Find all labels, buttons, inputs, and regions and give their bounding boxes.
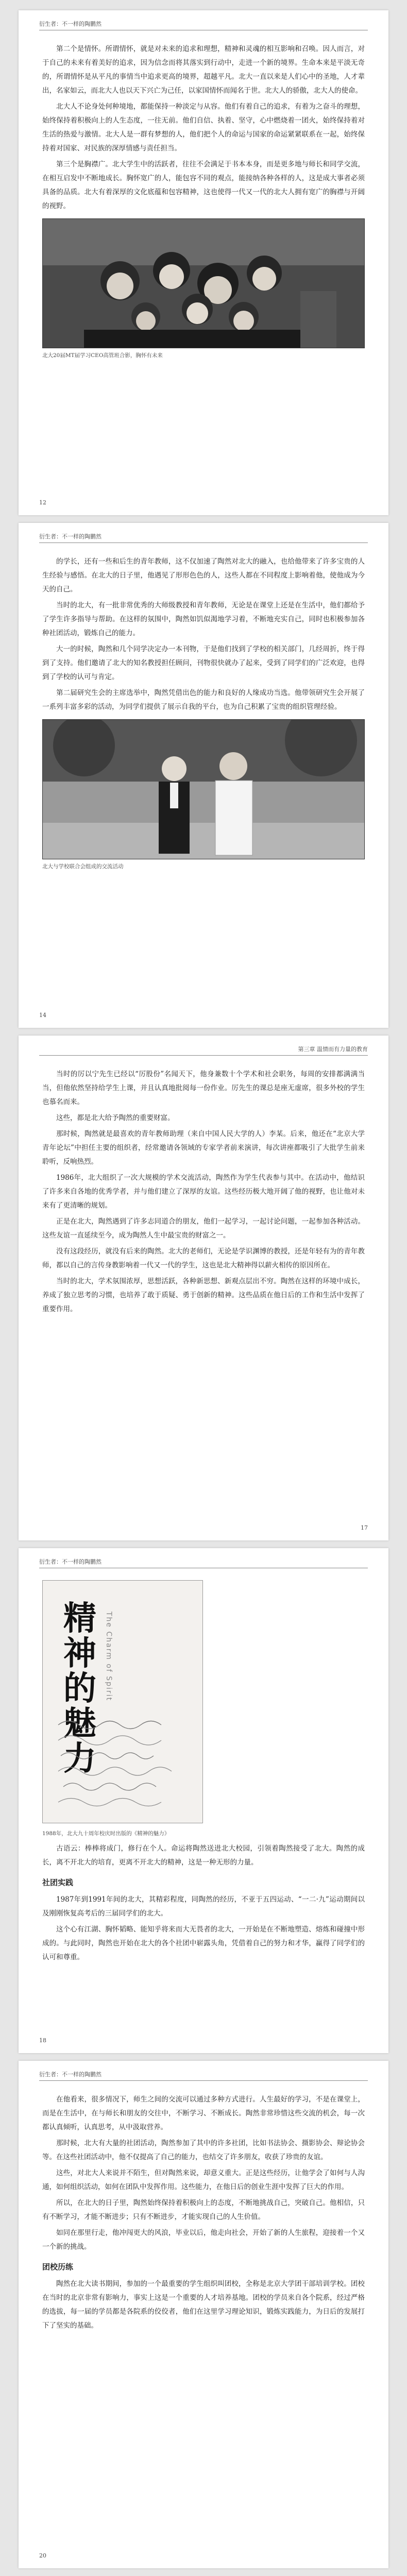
paragraph: 当时的北大，有一批非常优秀的大师级教授和青年教师，无论是在课堂上还是在生活中，他们都给予了学生许多指导与帮助。在这样的氛围中，陶然如饥似渴地学习着，不断地充实自己，同时也积极参加各种社团活动，锻炼自己的能力。	[42, 601, 365, 637]
book-cover-image	[42, 1580, 203, 1823]
paragraph: 第二届研究生会的主席选举中，陶然凭借出色的能力和良好的人缘成功当选。他带领研究生会开展了一系列丰富多彩的活动，为同学们提供了展示自我的平台，也为自己积累了宝贵的组织管理经验。	[42, 689, 365, 711]
paragraph: 当时的厉以宁先生已经以“厉股份”名闻天下，他身兼数十个学术和社会职务，每周的安排都满满当当，但他依然坚持给学生上课，并且认真地批阅每一份作业。厉先生的课总是座无虚席，很多外校的学生也慕名而来。	[42, 1070, 365, 1106]
page-number: 12	[39, 499, 46, 506]
book-cover-subtitle: The Charm of Spirit	[105, 1612, 113, 1702]
paragraph: 那时候，北大有大量的社团活动，陶然参加了其中的许多社团，比如书法协会、摄影协会、辩论协会等。在这些社团活动中，他不仅提高了自己的能力，也结交了许多朋友，收获了珍贵的友谊。	[42, 2139, 365, 2161]
photo-caption: 北大与学校联合会组成的交流活动	[42, 863, 124, 870]
running-header: 第三章 温情而有力量的教育	[39, 1045, 368, 1056]
running-header: 衍生者：不一样的陶鹏然	[39, 1557, 368, 1568]
photo-caption: 北大20届MT届学习CEO高管班合影，胸怀有未来	[42, 352, 163, 359]
paragraph: 的学长，还有一些和后生的青年教师，这不仅加速了陶然对北大的融入，也给他带来了许多宝贵的人生经验与感悟。在北大的日子里，他遇见了形形色色的人，这些人都在不同程度上影响着他，使他成为今天的自己。	[42, 557, 365, 594]
page-body	[42, 42, 365, 359]
paragraph: 没有这段经历，就没有后来的陶然。北大的老师们，无论是学识渊博的教授，还是年轻有为的青年教师，都以自己的言传身教影响着一代又一代的学生，这也是北大精神得以薪火相传的原因所在。	[42, 1247, 365, 1269]
section-title: 团校历练	[42, 2262, 74, 2272]
paragraph: 陶然在北大读书期间，参加的一个最重要的学生组织叫团校，全称是北京大学团干部培训学校。团校在当时的北京非常有影响力，事实上这是一个重要的人才培养基地。团校的学员来自各个院系，经过严格的选拔，每一届的学员都是各院系的佼佼者，他们在这里学习理论知识，锻炼实践能力，为日后的发展打下了坚实的基础。	[42, 2280, 365, 2330]
page-body	[42, 555, 365, 870]
paragraph: 当时的北大，学术氛围浓厚，思想活跃，各种新思想、新观点层出不穷。陶然在这样的环境中成长，养成了独立思考的习惯，也培养了敢于质疑、勇于创新的精神。这些品质在他日后的工作和生活中发挥了重要作用。	[42, 1277, 365, 1313]
page-number: 17	[361, 1524, 368, 1531]
book-cover-title: 精神的魅力	[63, 1600, 96, 1778]
group-photo	[42, 218, 365, 348]
outdoor-photo	[42, 719, 365, 859]
paragraph: 正是在北大，陶然遇到了许多志同道合的朋友，他们一起学习，一起讨论问题，一起参加各种活动。这些友谊一直延续至今，成为陶然人生中最宝贵的财富之一。	[42, 1217, 365, 1240]
paragraph: 所以，在北大的日子里，陶然始终保持着积极向上的态度，不断地挑战自己，突破自己。他相信，只有不断学习，才能不断进步；只有不断进步，才能实现自己的人生价值。	[42, 2199, 365, 2221]
paragraph: 这个心有江湖、胸怀韬略、能知乎将来而大无畏者的北大，一开始是在不断地塑造、熔炼和碰撞中形成的。与此同时，陶然也开始在北大的各个社团中崭露头角，凭借着自己的努力和才华，赢得了同学们的认可和尊重。	[42, 1925, 365, 1961]
section-title: 社团实践	[42, 1878, 74, 1887]
book-page-2	[19, 523, 388, 1028]
page-number: 14	[39, 1012, 46, 1019]
page-body	[42, 1067, 365, 1318]
paragraph: 第三个是胸襟广。北大学生中的活跃者，往往不会满足于书本本身，而是更多地与师长和同学交流，在相互启发中不断地成长。胸怀宽广的人，能包容不同的观点，能接纳各种各样的人，这是成大事者必须具备的品质。北大有着深厚的文化底蕴和包容精神，这也使得一代又一代的北大人拥有宽广的胸襟与开阔的视野。	[42, 160, 365, 210]
paragraph: 1987年到1991年间的北大，其精彩程度，同陶然的经历，不亚于五四运动、“一二·九”运动期间以及刚刚恢复高考后的三届同学们的北大。	[42, 1895, 365, 1918]
running-header: 衍生者：不一样的陶鹏然	[39, 532, 368, 543]
paragraph: 1986年，北大组织了一次大规模的学术交流活动，陶然作为学生代表参与其中。在活动中，他结识了许多来自各地的优秀学者，并与他们建立了深厚的友谊。这些经历极大地开阔了他的视野，也让他对未来有了更清晰的规划。	[42, 1174, 365, 1210]
paragraph: 第二个是情怀。所谓情怀，就是对未来的追求和理想，精神和灵魂的相互影响和召唤。因人而言，对于自己的未来有着美好的追求，因为信念而将其落实到行动中，走进一个新的境界。生命本来是平淡无奇的，所谓情怀是从平凡的事情当中追求更高的境界，超越平凡。北大一直以来是人们心中的圣地，人才辈出，名家如云，而北大人也以天下兴亡为己任，以家国情怀而闻名于世。北大人的骄傲，北大人的使命。	[42, 45, 365, 95]
paragraph: 在他看来，很多情况下，师生之间的交流可以通过多种方式进行。人生最好的学习，不是在课堂上，而是在生活中，在与师长和朋友的交往中，不断学习、不断成长。陶然非常珍惜这些交流的机会，每一次都认真倾听，认真思考，从中汲取营养。	[42, 2095, 365, 2131]
page-body	[42, 2093, 365, 2335]
page-number: 20	[39, 2552, 46, 2559]
paragraph: 这些，对北大人来说并不陌生，但对陶然来说，却意义重大。正是这些经历，让他学会了如何与人沟通，如何组织活动，如何在团队中发挥作用。这些能力，在他日后的创业生涯中发挥了巨大的作用。	[42, 2169, 365, 2191]
photo-caption: 1988年，北大九十周年校庆时出版的《精神的魅力》	[42, 1831, 170, 1837]
signature-scribble	[53, 1715, 192, 1812]
book-page-5	[19, 2061, 388, 2568]
running-header: 衍生者：不一样的陶鹏然	[39, 2070, 368, 2081]
paragraph: 如同在那里行走，他冲闯更大的风浪，毕业以后，他走向社会，开始了新的人生旅程，迎接着一个又一个新的挑战。	[42, 2229, 365, 2251]
paragraph: 大一的时候，陶然和几个同学决定办一本刊物，于是他们找到了学校的相关部门，几经周折，终于得到了支持。他们邀请了北大的知名教授担任顾问，刊物很快就办了起来，受到了同学们的广泛欢迎，也得到了学校的认可与肯定。	[42, 645, 365, 681]
paragraph: 古语云：棒棒将成门，修行在个人。命运将陶然送进北大校园，引领着陶然接受了北大。陶然的成长，离不开北大的培育，更离不开北大的精神，这是一种无形的力量。	[42, 1844, 365, 1867]
page-number: 18	[39, 2037, 46, 2044]
paragraph: 这些，都是北大给予陶然的重要财富。	[56, 1114, 175, 1122]
paragraph: 那时候，陶然就是最喜欢的青年教师助理（来自中国人民大学的人）李某。后来，他还在“北京大学青年论坛”中担任主要的组织者，经常邀请各领域的专家学者前来演讲，每次讲座都吸引了大批学生前来聆听，反响热烈。	[42, 1130, 365, 1166]
book-page-3	[19, 1036, 388, 1540]
page-body	[42, 1842, 365, 1967]
paragraph: 北大人不论身处何种境地，都能保持一种淡定与从容。他们有着自己的追求，有着为之奋斗的理想，始终保持着积极向上的人生态度，一往无前。他们自信、执着、坚守，心中燃烧着一团火，始终保持着对生活的热爱与激情。北大人是一群有梦想的人，他们把个人的命运与国家的命运紧紧联系在一起，始终保持着对国家、对民族的深厚情感与责任担当。	[42, 103, 365, 152]
book-page-1	[19, 10, 388, 515]
book-page-4	[19, 1548, 388, 2053]
running-header: 衍生者：不一样的陶鹏然	[39, 20, 368, 30]
